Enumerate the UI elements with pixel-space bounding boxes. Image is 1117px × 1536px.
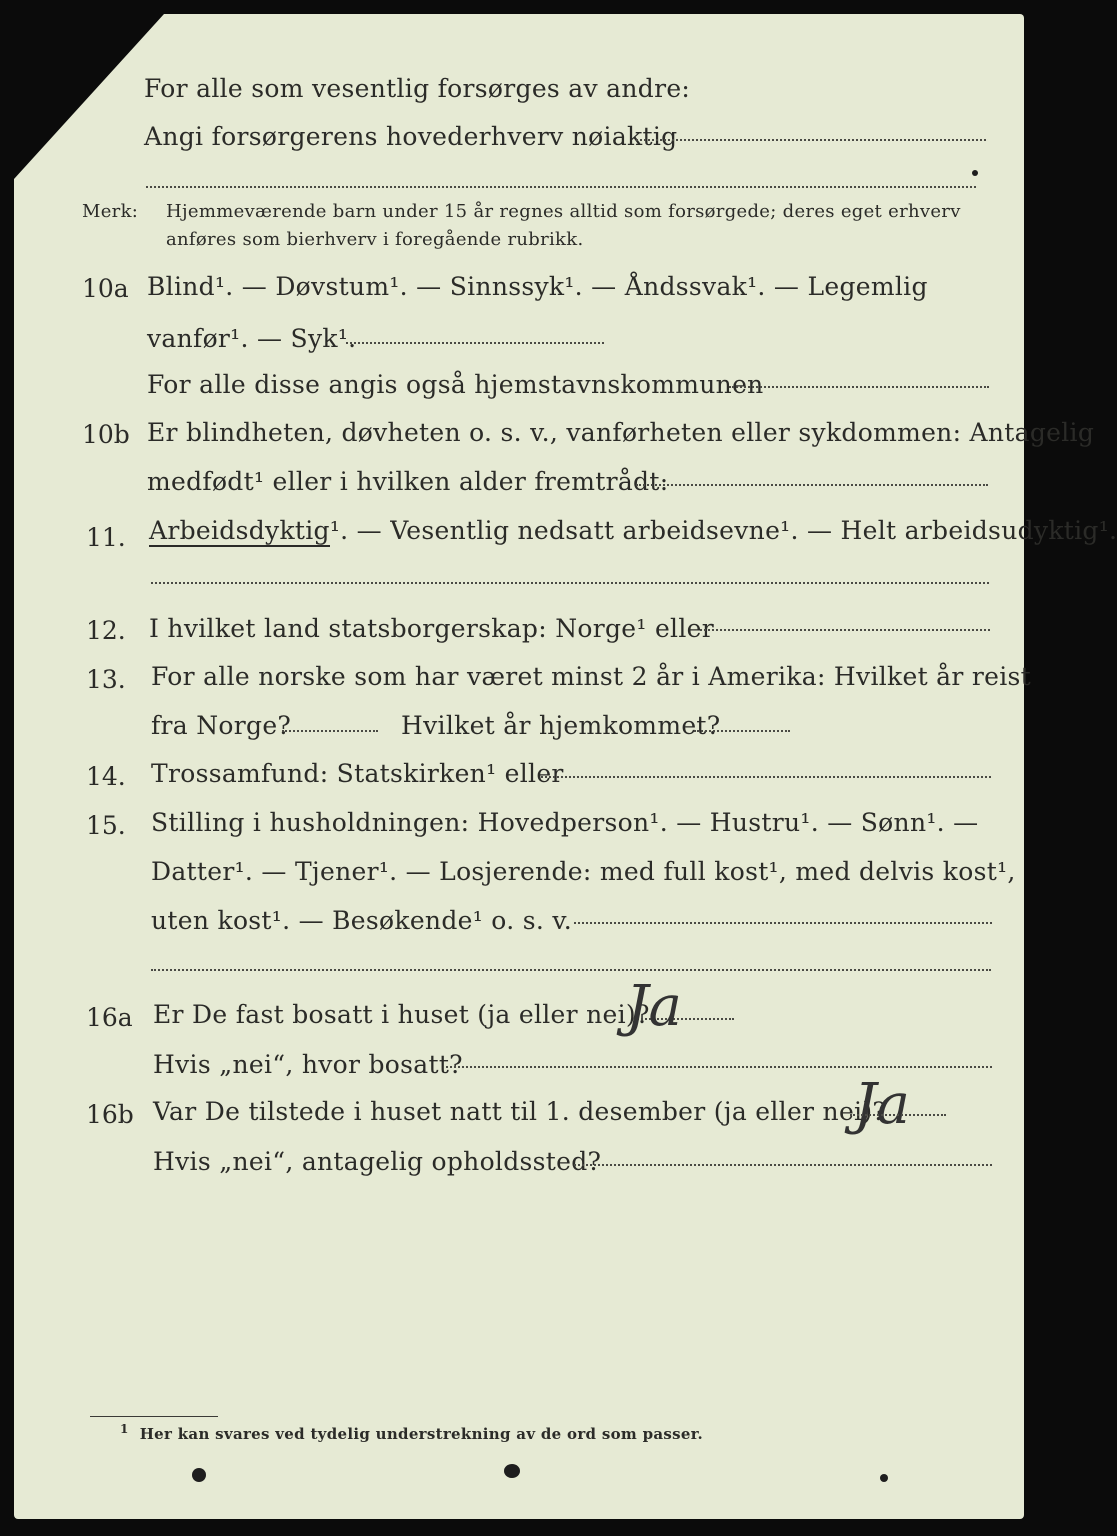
provider-occupation-field-line2[interactable] — [146, 186, 976, 188]
q16b-answer-line[interactable] — [850, 1114, 946, 1116]
provider-occupation-field[interactable] — [636, 139, 986, 141]
q16a-line1: Er De fast bosatt i huset (ja eller nei)? — [153, 1000, 650, 1029]
q11-rest: ¹. — Vesentlig nedsatt arbeidsevne¹. — Helt arbeidsudyktig¹. — [329, 516, 1117, 545]
item-number-11: 11. — [86, 523, 126, 552]
item-number-16a: 16a — [86, 1003, 133, 1032]
q10a-line2: vanfør¹. — Syk¹. — [147, 324, 357, 353]
ink-mark-left — [192, 1468, 206, 1482]
item-number-10b: 10b — [82, 420, 130, 449]
q15-line3: uten kost¹. — Besøkende¹ o. s. v. — [151, 906, 573, 935]
ink-mark-center — [504, 1464, 520, 1478]
folded-corner — [14, 14, 164, 179]
note-label: Merk: — [82, 201, 139, 222]
q10a-field[interactable] — [346, 342, 604, 344]
q15-field[interactable] — [574, 922, 992, 924]
q11-field[interactable] — [151, 582, 989, 584]
q12-line1: I hvilket land statsborgerskap: Norge¹ eller — [149, 614, 714, 643]
q15-line2: Datter¹. — Tjener¹. — Losjerende: med full kost¹, med delvis kost¹, — [151, 857, 1016, 886]
q13-line1: For alle norske som har været minst 2 år i Amerika: Hvilket år reist — [151, 662, 1032, 691]
q16b-line1: Var De tilstede i huset natt til 1. desember (ja eller nei)? — [153, 1097, 887, 1126]
q13-departure-year-field[interactable] — [282, 730, 378, 732]
q13-line2b: Hvilket år hjemkommet? — [401, 711, 721, 740]
dependents-heading: For alle som vesentlig forsørges av andre: — [144, 74, 691, 103]
item-number-12: 12. — [86, 616, 126, 645]
provider-occupation-label: Angi forsørgerens hovederhverv nøiaktig — [144, 122, 678, 151]
note-text-line1: Hjemmeværende barn under 15 år regnes alltid som forsørgede; deres eget erhverv — [166, 201, 961, 222]
q16a-residence-field[interactable] — [446, 1066, 992, 1068]
q14-line1: Trossamfund: Statskirken¹ eller — [151, 759, 564, 788]
item-number-13: 13. — [86, 665, 126, 694]
q11-line1 — [149, 516, 1117, 545]
census-form-page — [14, 14, 1117, 1519]
ink-dot — [972, 170, 978, 176]
q15-line1: Stilling i husholdningen: Hovedperson¹. — Hustru¹. — Sønn¹. — — [151, 808, 979, 837]
q10a-home-municipality-field[interactable] — [729, 386, 989, 388]
q10b-field[interactable] — [636, 484, 988, 486]
q16a-line2: Hvis „nei“, hvor bosatt? — [153, 1050, 463, 1079]
footnote: $^1$ Her kan svares ved tydelig understrekning av de ord som passer. — [120, 1422, 704, 1443]
q11-underlined-answer: Arbeidsdyktig — [149, 516, 330, 545]
q16b-line2: Hvis „nei“, antagelig opholdssted? — [153, 1147, 602, 1176]
q15-field-line2[interactable] — [151, 969, 991, 971]
q10b-line1: Er blindheten, døvheten o. s. v., vanførheten eller sykdommen: Antagelig — [147, 418, 1095, 447]
item-number-15: 15. — [86, 811, 126, 840]
q10a-line1: Blind¹. — Døvstum¹. — Sinnssyk¹. — Åndssvak¹. — Legemlig — [147, 272, 928, 301]
q13-line2a: fra Norge? — [151, 711, 292, 740]
footnote-rule — [90, 1416, 218, 1417]
q10b-line2: medfødt¹ eller i hvilken alder fremtrådt: — [147, 467, 669, 496]
q16b-handwritten-answer: Ja — [854, 1072, 910, 1137]
ink-mark-right — [880, 1474, 888, 1482]
note-text-line2: anføres som bierhverv i foregående rubrikk. — [166, 229, 584, 250]
q13-return-year-field[interactable] — [694, 730, 790, 732]
item-number-14: 14. — [86, 762, 126, 791]
item-number-16b: 16b — [86, 1100, 134, 1129]
item-number-10a: 10a — [82, 274, 129, 303]
q14-field[interactable] — [541, 776, 991, 778]
q16b-whereabouts-field[interactable] — [574, 1164, 992, 1166]
q10a-line3: For alle disse angis også hjemstavnskommunen — [147, 370, 764, 399]
q12-field[interactable] — [700, 629, 990, 631]
q16a-handwritten-answer: Ja — [626, 974, 682, 1039]
